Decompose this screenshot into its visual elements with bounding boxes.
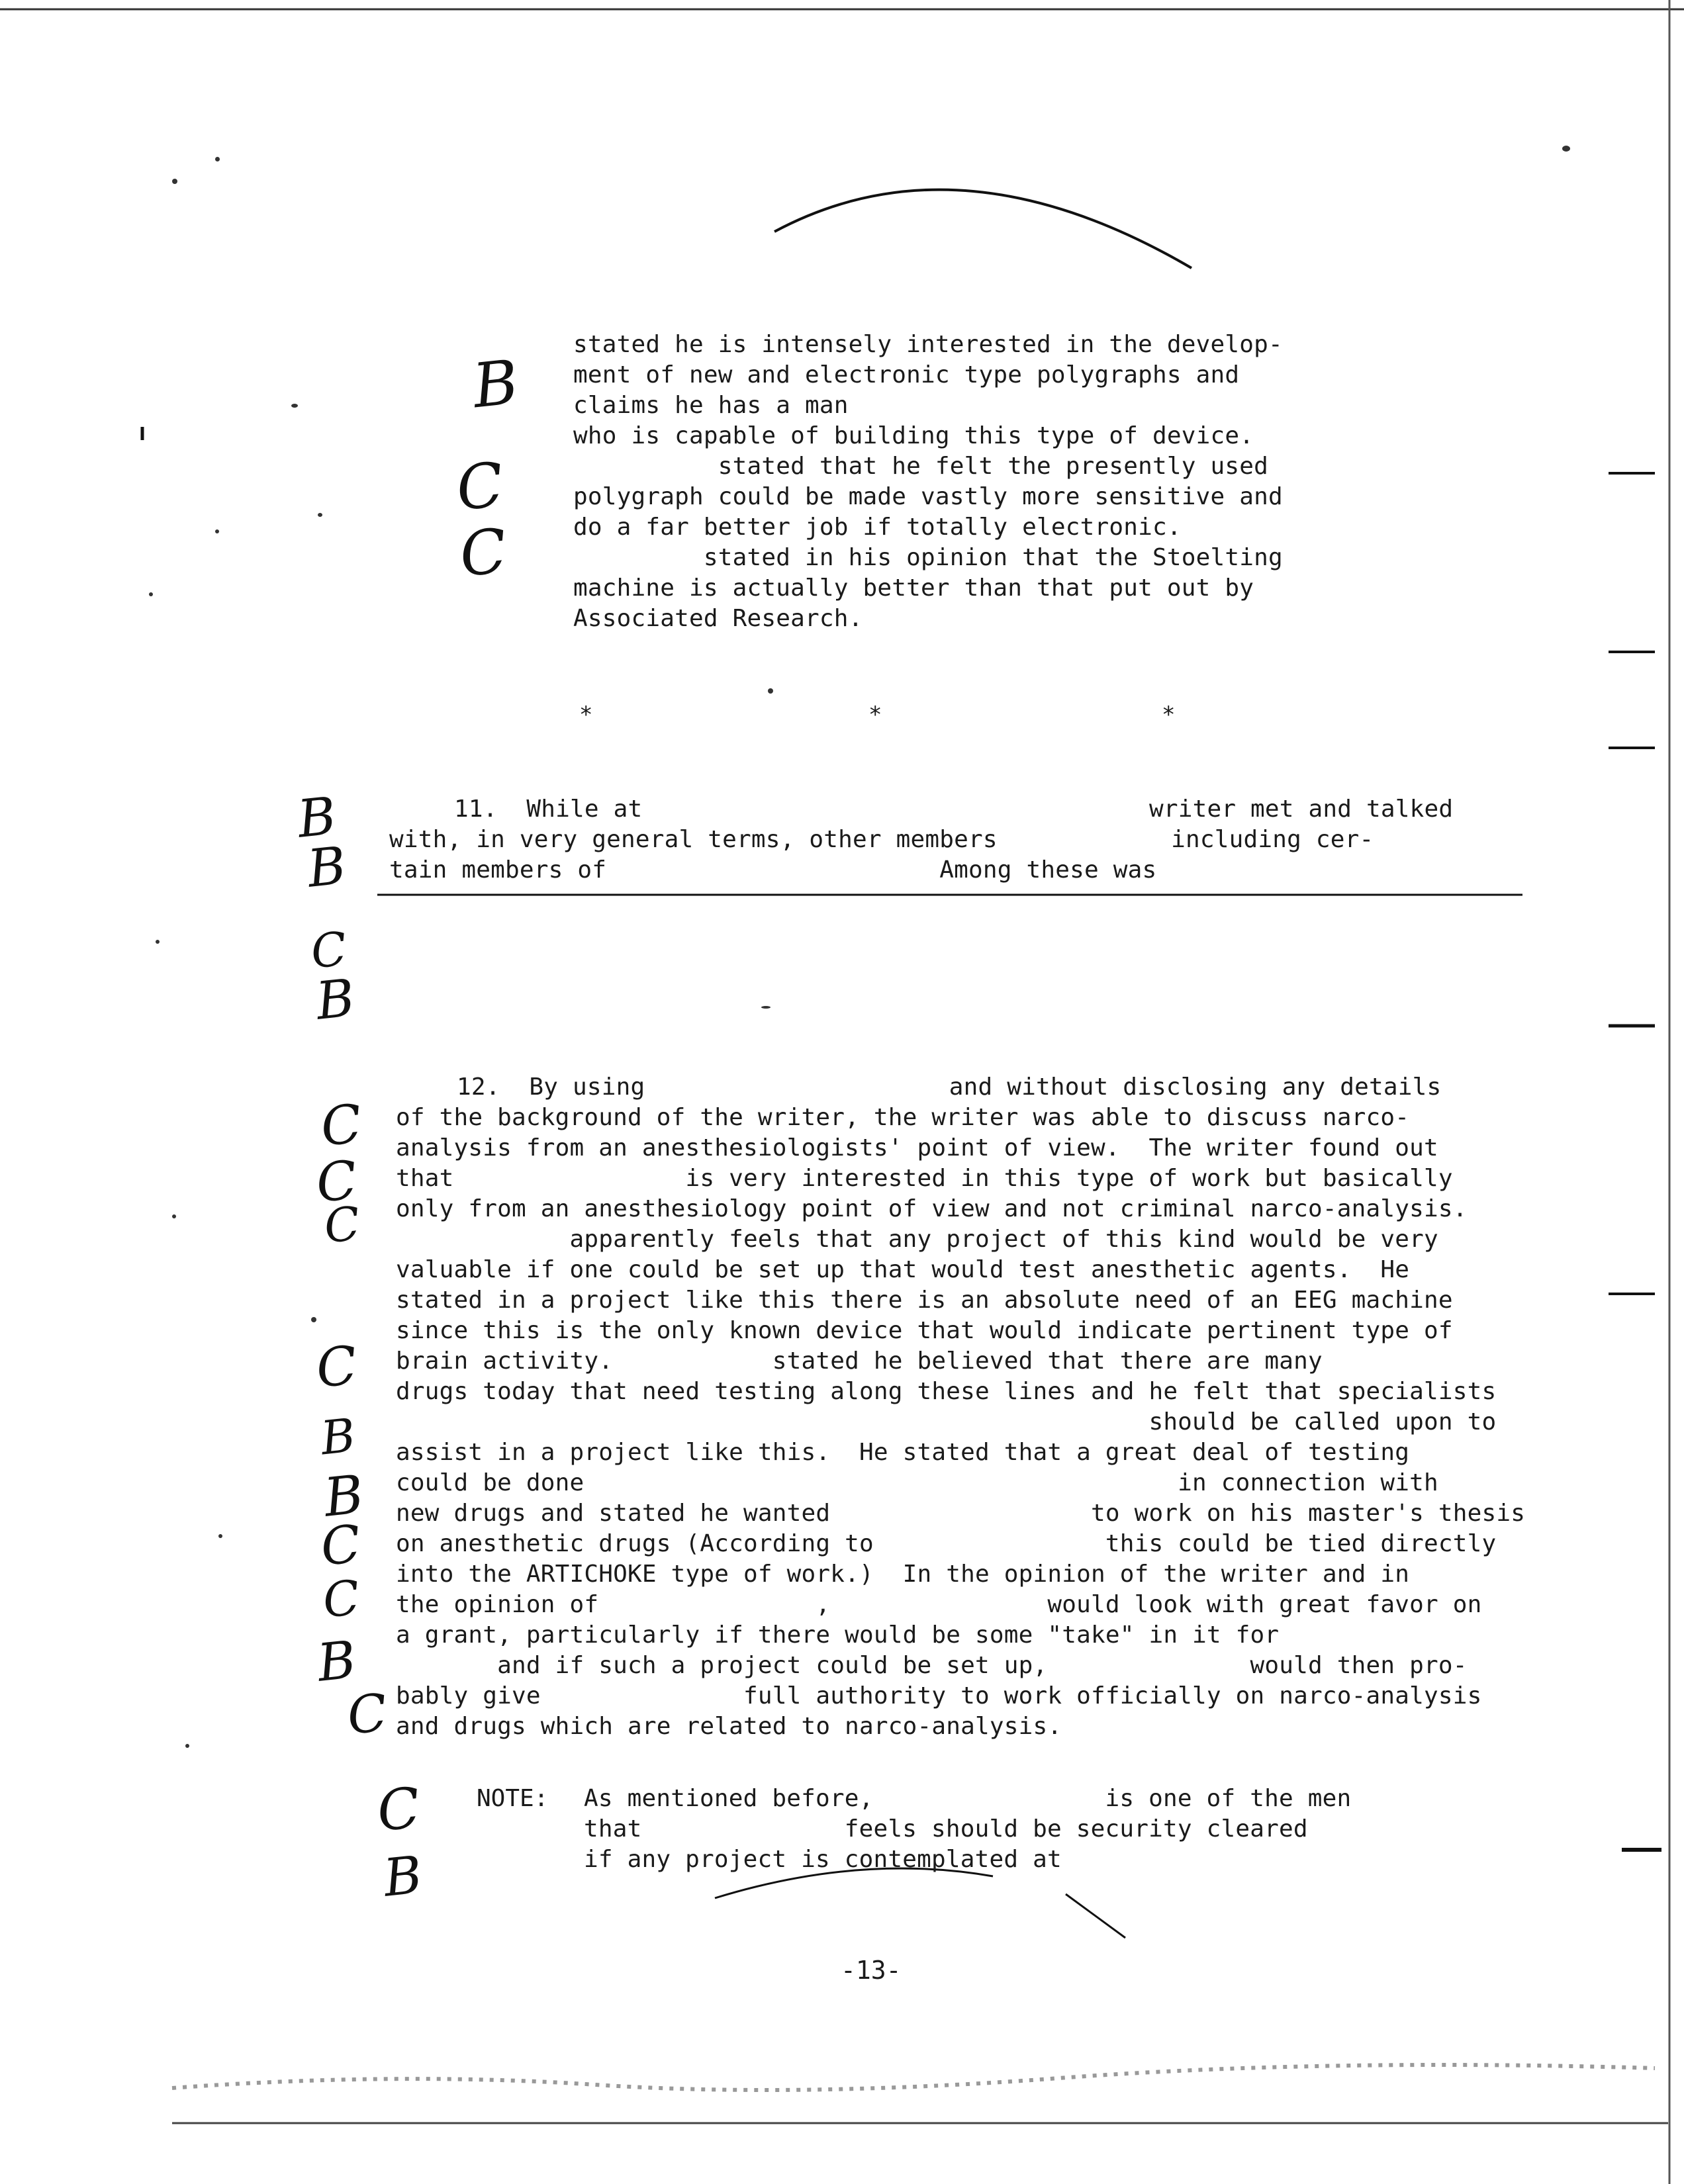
margin-mark: B [321,1463,367,1529]
top-block-line: polygraph could be made vastly more sensitive and [573,483,1283,510]
para12-line: into the ARTICHOKE type of work.) In the opinion of the writer and in [396,1561,1410,1588]
para12-line: of the background of the writer, the writer was able to discuss narco- [396,1104,1410,1131]
margin-mark: C [453,449,507,525]
margin-mark: C [318,1093,365,1158]
para12-line: and drugs which are related to narco-analysis. [396,1713,1062,1740]
para11-line: tain members of Among these was [389,856,1157,884]
top-block-line: who is capable of building this type of device. [573,422,1254,449]
para11-line: with, in very general terms, other members including cer- [389,826,1374,853]
para12-line: only from an anesthesiology point of view and not criminal narco-analysis. [396,1195,1468,1222]
para12-line: a grant, particularly if there would be some "take" in it for [396,1621,1280,1649]
para12-line: brain activity. stated he believed that there are many [396,1347,1323,1375]
note-label: NOTE: [477,1785,549,1812]
separator-star: * [1162,702,1176,728]
para11-line: 11. While at writer met and talked [454,796,1454,823]
para12-line: drugs today that need testing along these lines and he felt that specialists [396,1378,1497,1405]
para12-line: could be done in connection with [396,1469,1438,1496]
margin-mark: C [344,1683,391,1747]
margin-mark: C [320,1569,363,1629]
margin-mark: B [313,968,357,1032]
margin-mark: B [318,1408,358,1466]
para12-line: since this is the only known device that would indicate pertinent type of [396,1317,1453,1344]
para12-line: should be called upon to [396,1408,1497,1435]
scan-speck [1562,146,1570,152]
scan-speck [156,940,160,944]
top-block-line: stated that he felt the presently used [573,453,1268,480]
scan-speck [311,1317,316,1322]
margin-mark: B [381,1845,425,1909]
scan-speck [318,513,322,517]
margin-mark: C [321,1196,363,1254]
para12-line: on anesthetic drugs (According to this could be tied directly [396,1530,1497,1557]
para12-line: valuable if one could be set up that would test anesthetic agents. He [396,1256,1410,1283]
para12-line: 12. By using and without disclosing any details [457,1073,1442,1101]
margin-mark: C [308,921,350,979]
scan-speck [172,179,177,184]
scan-speck [215,529,219,533]
margin-mark: C [318,1514,364,1578]
scan-speck [149,592,153,596]
top-block-line: Associated Research. [573,605,863,632]
scan-speck [768,688,773,694]
scan-speck [291,404,298,408]
top-block-line: claims he has a man [573,392,849,419]
margin-mark: B [295,786,339,850]
top-block-line: ment of new and electronic type polygraphs and [573,361,1240,388]
scan-speck [218,1534,222,1538]
para12-line: apparently feels that any project of this kind would be very [396,1226,1438,1253]
para12-line: the opinion of , would look with great favor on [396,1591,1482,1618]
margin-mark: C [374,1774,424,1844]
top-block-line: do a far better job if totally electronic. [573,514,1182,541]
para12-line: bably give full authority to work officially on narco-analysis [396,1682,1482,1709]
top-block-line: stated he is intensely interested in the develop- [573,331,1283,358]
scan-speck [215,157,220,161]
para12-line: and if such a project could be set up, would then pro- [396,1652,1468,1679]
para12-line: new drugs and stated he wanted to work on his master's thesis [396,1500,1526,1527]
margin-mark: B [314,1630,359,1694]
note-line: if any project is contemplated at [584,1846,1062,1873]
note-line: that feels should be security cleared [584,1815,1308,1843]
para12-line: stated in a project like this there is an absolute need of an EEG machine [396,1287,1453,1314]
margin-mark: B [469,346,522,422]
top-block-line: stated in his opinion that the Stoelting [573,544,1283,571]
separator-star: * [868,702,882,728]
margin-mark: C [313,1334,360,1400]
scan-speck [185,1744,189,1748]
separator-star: * [579,702,593,728]
page-number: -13- [841,1956,902,1985]
note-line: As mentioned before, is one of the men [584,1785,1352,1812]
para12-line: analysis from an anesthesiologists' point of view. The writer found out [396,1134,1438,1161]
margin-mark: B [304,836,349,899]
margin-mark: C [313,1149,360,1214]
para12-line: assist in a project like this. He stated that a great deal of testing [396,1439,1410,1466]
scan-speck [761,1006,771,1009]
scan-speck [172,1214,176,1218]
top-block-line: machine is actually better than that put out by [573,574,1254,602]
margin-mark: C [456,515,510,591]
para12-line: that is very interested in this type of work but basically [396,1165,1453,1192]
